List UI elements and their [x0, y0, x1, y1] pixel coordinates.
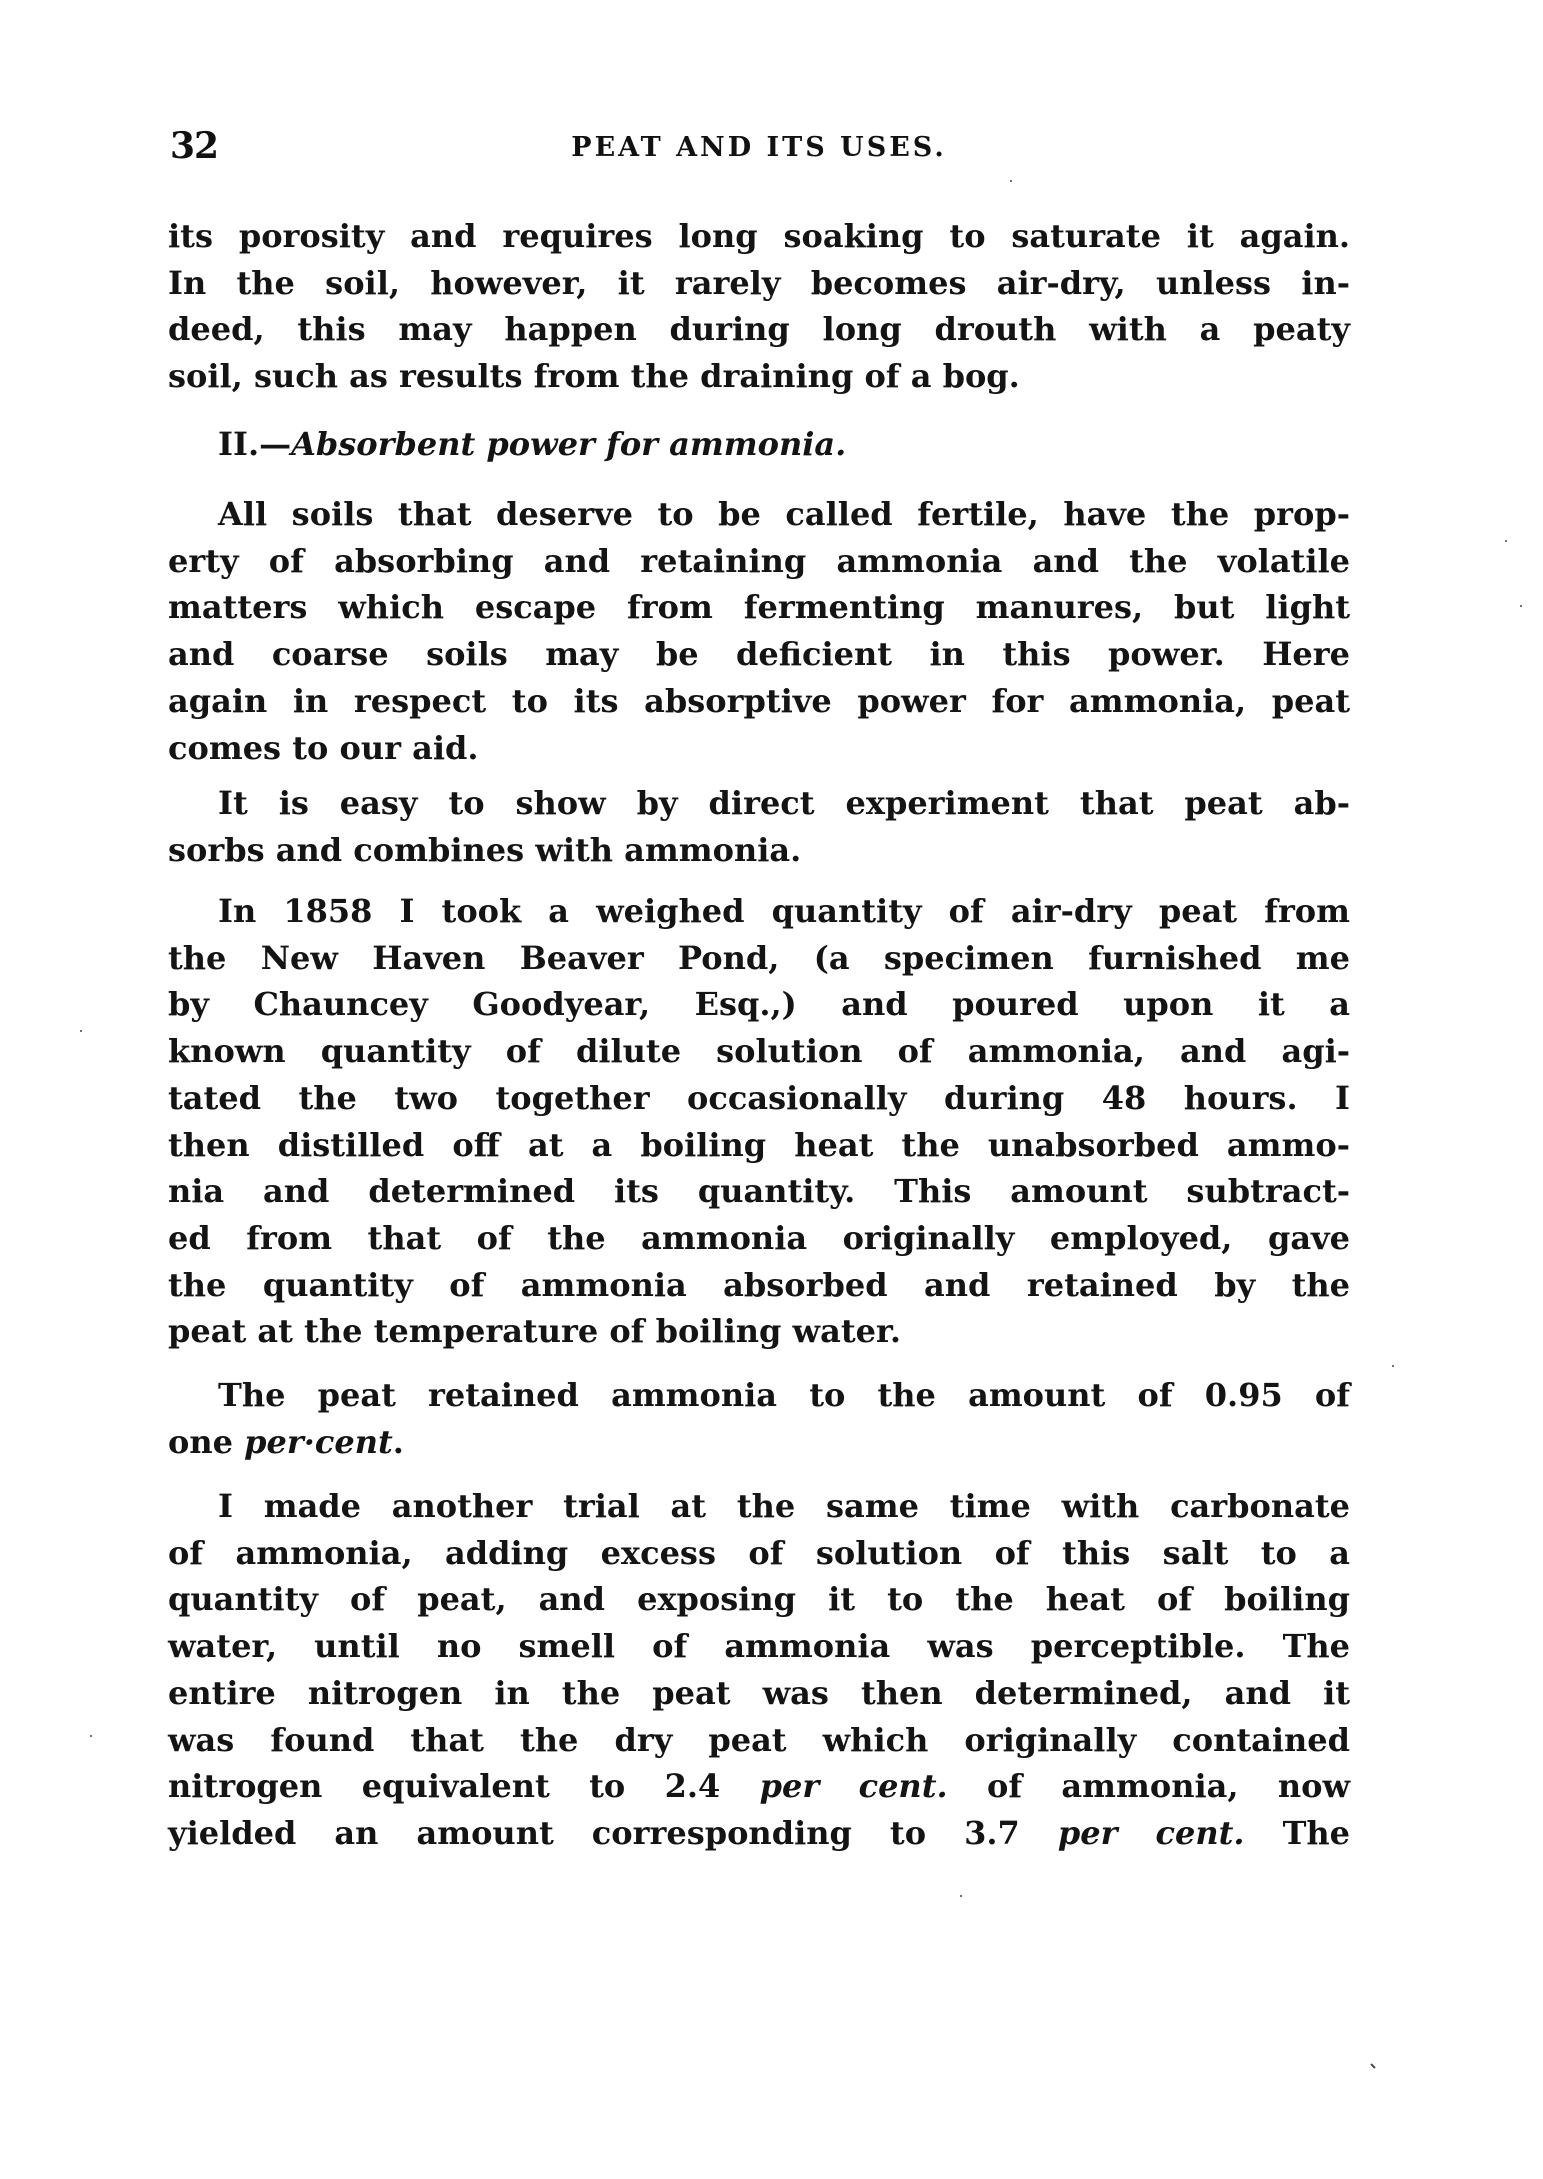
text-run: of ammonia, now [947, 1767, 1351, 1806]
text-line [168, 1214, 1350, 1262]
text-run: I made another trial at the same time with carbonate [218, 1487, 1350, 1525]
text-line [168, 1307, 1350, 1355]
text-run: matters which escape from fermenting manures, but light [168, 588, 1350, 627]
text-run: then distilled off at a boiling heat the unabsorbed ammo- [168, 1125, 1350, 1164]
print-speck [80, 1030, 82, 1032]
text-line [168, 677, 1350, 725]
text-line [168, 305, 1350, 353]
italic-text: per cent. [1057, 1813, 1245, 1852]
text-run: In 1858 I took a weighed quantity of air-dry peat from [218, 892, 1350, 930]
text-line [168, 630, 1350, 678]
text-line [168, 537, 1350, 585]
text-run: water, until no smell of ammonia was perceptible. The [168, 1627, 1350, 1666]
text-line [168, 1575, 1350, 1623]
text-run: comes to our aid. [168, 728, 479, 767]
text-line [168, 583, 1350, 631]
text-line [168, 826, 1350, 874]
print-speck [1392, 1365, 1394, 1367]
italic-text: per·cent [244, 1422, 393, 1461]
text-run: soil, such as results from the draining of a bog. [168, 357, 1020, 396]
text-run: In the soil, however, it rarely becomes air-dry, unless in- [168, 263, 1350, 302]
section-title: Absorbent power for ammonia. [291, 425, 847, 463]
text-run: known quantity of dilute solution of ammonia, and agi- [168, 1032, 1350, 1071]
text-run: was found that the dry peat which originally contained [168, 1720, 1350, 1759]
text-run: ed from that of the ammonia originally employed, gave [168, 1218, 1350, 1257]
text-line [168, 1762, 1350, 1810]
italic-text: per cent. [759, 1767, 948, 1806]
text-run: by Chauncey Goodyear, Esq.,) and poured upon it a [168, 985, 1350, 1024]
text-line [168, 1716, 1350, 1764]
text-line [168, 212, 1350, 260]
text-run: deed, this may happen during long drouth with a peaty [168, 310, 1350, 349]
text-line [168, 1261, 1350, 1309]
text-line [168, 1529, 1350, 1577]
text-run: It is easy to show by direct experiment that peat ab- [218, 784, 1350, 822]
text-line [168, 1121, 1350, 1169]
text-run: erty of absorbing and retaining ammonia and the volatile [168, 541, 1350, 580]
page-number: 32 [170, 125, 219, 167]
text-run: nitrogen equivalent to 2.4 [168, 1767, 760, 1806]
text-line [168, 980, 1350, 1028]
running-title: PEAT AND ITS USES. [571, 132, 947, 163]
text-run: The [1244, 1813, 1351, 1852]
print-speck [960, 1895, 962, 1897]
text-line [168, 1167, 1350, 1215]
section-number: II.— [218, 425, 292, 463]
text-line [218, 1482, 1350, 1530]
text-run: its porosity and requires long soaking to saturate it again. [168, 217, 1350, 255]
text-run: the New Haven Beaver Pond, (a specimen furnished me [168, 938, 1350, 977]
text-line [168, 352, 1350, 400]
print-speck [1370, 2063, 1376, 2069]
text-line [168, 1809, 1350, 1857]
text-run: the quantity of ammonia absorbed and retained by the [168, 1265, 1350, 1304]
text-line [218, 779, 1350, 827]
text-run: nia and determined its quantity. This amount subtract- [168, 1172, 1350, 1211]
text-line [218, 887, 1350, 935]
text-run: tated the two together occasionally during 48 hours. I [168, 1078, 1350, 1117]
section-heading [218, 420, 846, 468]
text-line [218, 1371, 1350, 1419]
print-speck [1520, 605, 1522, 607]
print-speck [90, 1735, 92, 1737]
text-run: one [168, 1422, 245, 1461]
print-speck [1010, 180, 1012, 182]
text-run: entire nitrogen in the peat was then determined, and it [168, 1673, 1350, 1712]
text-line [168, 1622, 1350, 1670]
print-speck [1505, 540, 1507, 542]
text-line [168, 1027, 1350, 1075]
text-line [168, 934, 1350, 982]
running-head [168, 124, 1350, 168]
text-line [218, 490, 1350, 538]
text-line [168, 1074, 1350, 1122]
text-line [168, 1418, 1350, 1466]
text-run: again in respect to its absorptive power for ammonia, peat [168, 681, 1350, 720]
text-line [168, 1669, 1350, 1717]
text-run: peat at the temperature of boiling water. [168, 1312, 902, 1351]
text-run: . [392, 1422, 404, 1461]
text-run: quantity of peat, and exposing it to the heat of boiling [168, 1580, 1350, 1619]
text-run: sorbs and combines with ammonia. [168, 830, 802, 869]
text-run: of ammonia, adding excess of solution of this salt to a [168, 1533, 1350, 1572]
text-run: The peat retained ammonia to the amount of 0.95 of [218, 1376, 1350, 1414]
text-run: yielded an amount corresponding to 3.7 [168, 1813, 1058, 1852]
text-run: and coarse soils may be deficient in this power. Here [168, 635, 1350, 674]
text-run: All soils that deserve to be called fertile, have the prop- [218, 495, 1350, 533]
text-line [168, 259, 1350, 307]
text-line [168, 724, 1350, 772]
